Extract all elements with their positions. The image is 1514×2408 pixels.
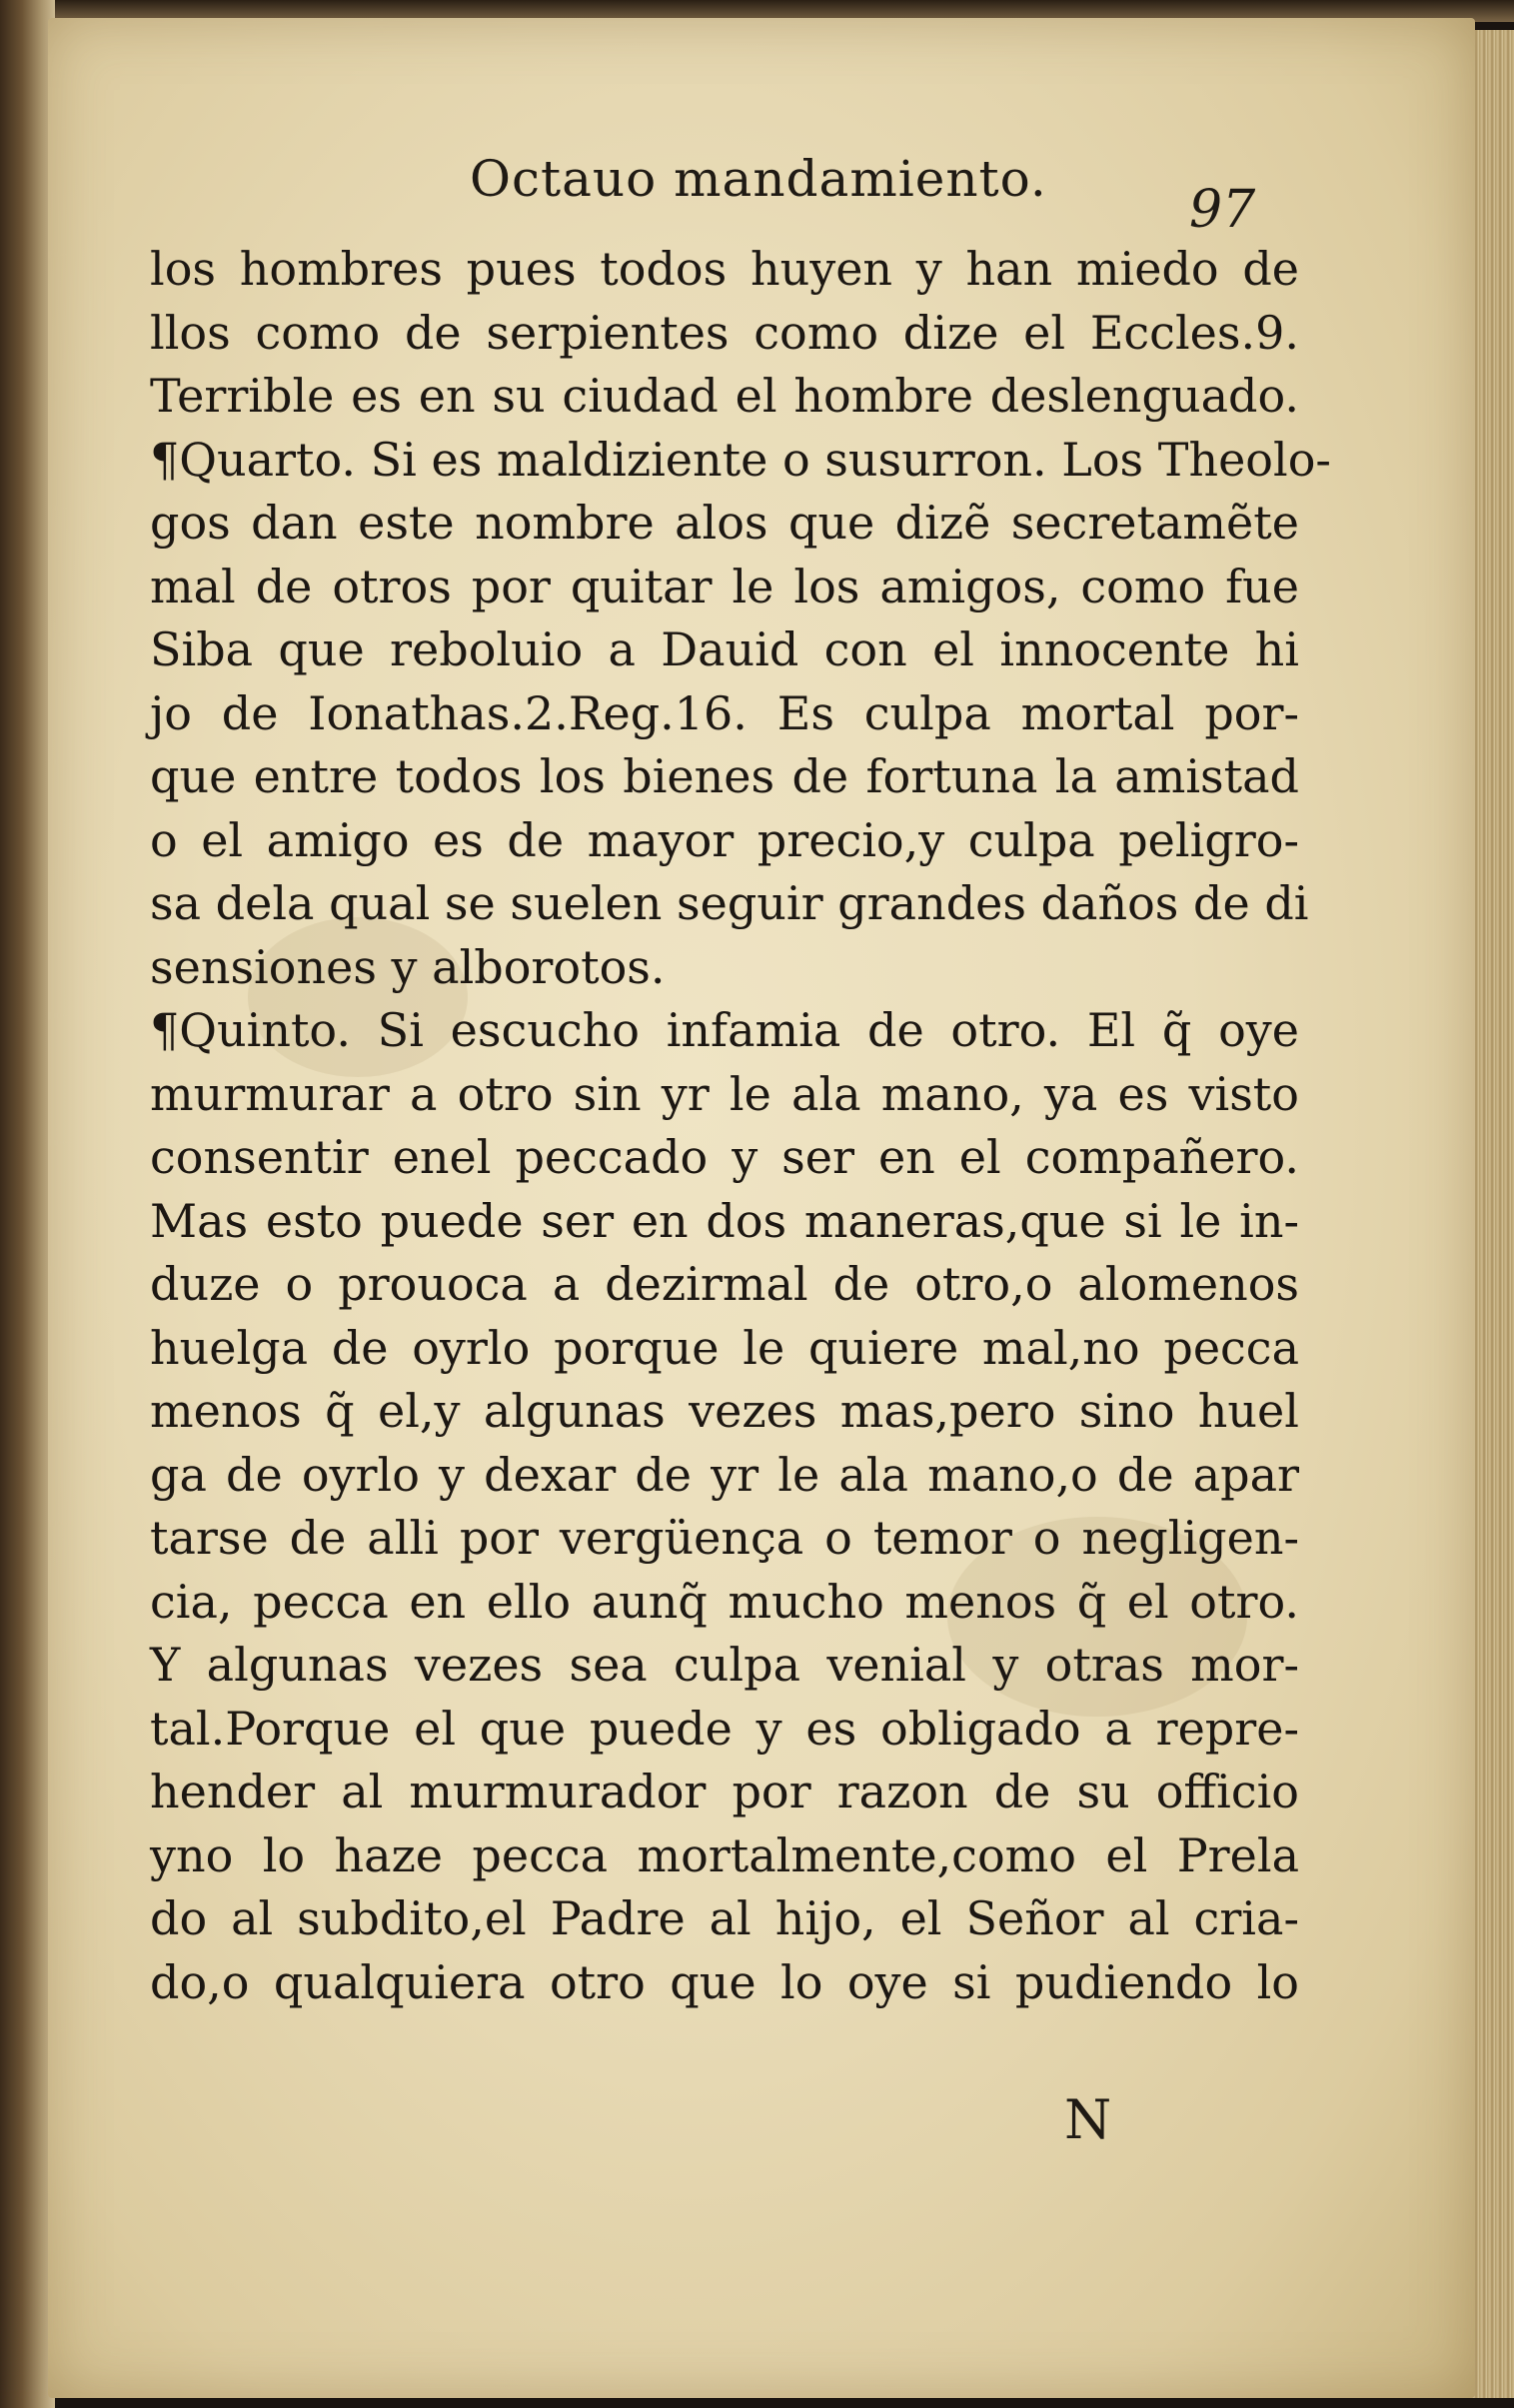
text-line: mal de otros por quitar le los amigos, como fue bbox=[150, 559, 1299, 613]
text-line: o el amigo es de mayor precio,y culpa peligro- bbox=[150, 812, 1299, 867]
text-line: ¶Quinto. Si escucho infamia de otro. El q̃ oye bbox=[150, 1003, 1299, 1057]
text-line: yno lo haze pecca mortalmente,como el Prela bbox=[150, 1827, 1299, 1882]
signature-mark: N bbox=[1064, 2088, 1112, 2151]
text-line: tarse de alli por vergüença o temor o negligen- bbox=[150, 1511, 1299, 1565]
text-line: do al subdito,el Padre al hijo, el Señor al cria- bbox=[150, 1891, 1299, 1945]
text-line: Mas esto puede ser en dos maneras,que si le in- bbox=[150, 1193, 1299, 1248]
binding-gutter bbox=[0, 0, 55, 2408]
text-line: consentir enel peccado y ser en el compañero. bbox=[150, 1130, 1299, 1184]
text-line: gos dan este nombre alos que dizẽ secretamẽte bbox=[150, 496, 1299, 550]
text-line: Y algunas vezes sea culpa venial y otras mor- bbox=[150, 1638, 1299, 1692]
text-line: llos como de serpientes como dize el Eccles.9. bbox=[150, 305, 1299, 360]
running-title: Octauo mandamiento. bbox=[470, 150, 1047, 208]
text-line: huelga de oyrlo porque le quiere mal,no pecca bbox=[150, 1320, 1299, 1375]
text-line: Siba que reboluio a Dauid con el innocente hi bbox=[150, 622, 1299, 676]
text-line: los hombres pues todos huyen y han miedo de bbox=[150, 242, 1299, 296]
text-line: tal.Porque el que puede y es obligado a repre- bbox=[150, 1701, 1299, 1756]
text-line: menos q̃ el,y algunas vezes mas,pero sino huel bbox=[150, 1384, 1299, 1438]
text-line: cia, pecca en ello aunq̃ mucho menos q̃ el otro. bbox=[150, 1574, 1299, 1629]
text-line: ga de oyrlo y dexar de yr le ala mano,o de apar bbox=[150, 1447, 1299, 1502]
text-line: que entre todos los bienes de fortuna la amistad bbox=[150, 749, 1299, 803]
text-line: do,o qualquiera otro que lo oye si pudiendo lo bbox=[150, 1954, 1299, 2009]
text-line: duze o prouoca a dezirmal de otro,o alomenos bbox=[150, 1257, 1299, 1311]
text-line: hender al murmurador por razon de su officio bbox=[150, 1765, 1299, 1818]
text-body bbox=[150, 238, 1331, 2014]
text-line: jo de Ionathas.2.Reg.16. Es culpa mortal por- bbox=[150, 685, 1299, 740]
text-line: murmurar a otro sin yr le ala mano, ya es visto bbox=[150, 1066, 1299, 1121]
text-line: sensiones y alborotos. bbox=[150, 939, 666, 994]
page-number: 97 bbox=[1189, 180, 1256, 240]
text-line: sa dela qual se suelen seguir grandes daños de di bbox=[150, 876, 1309, 930]
text-line: ¶Quarto. Si es maldiziente o susurron. Los Theolo- bbox=[150, 432, 1331, 487]
text-line: Terrible es en su ciudad el hombre deslenguado. bbox=[150, 369, 1299, 423]
